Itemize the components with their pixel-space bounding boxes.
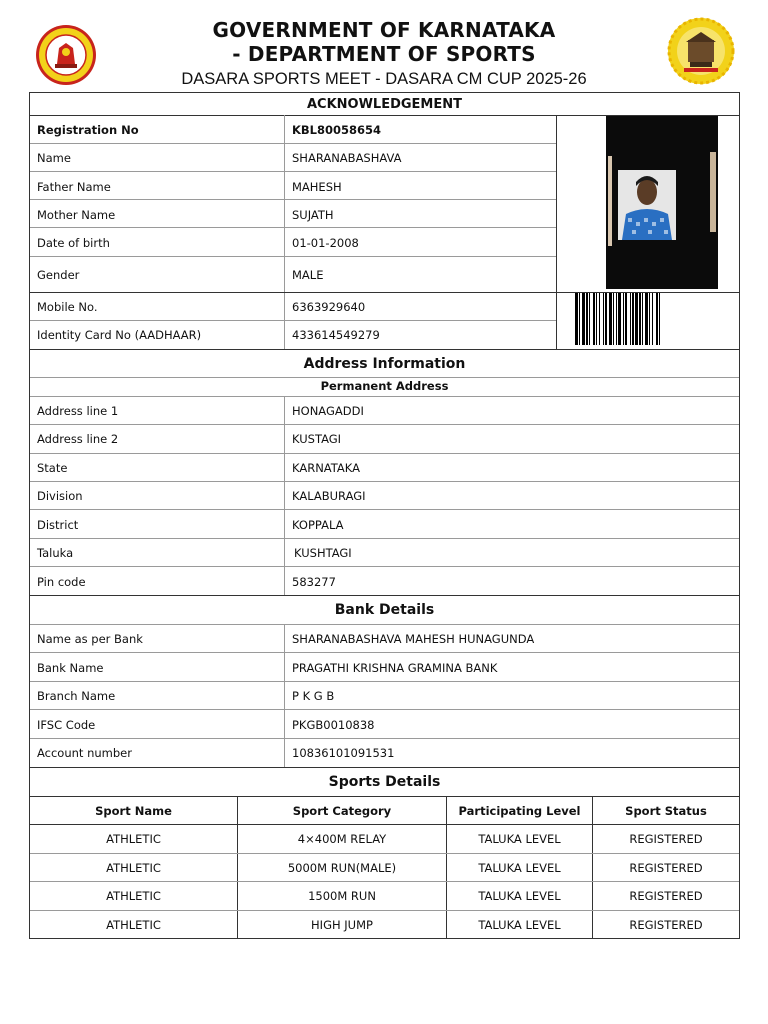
mobile-no-value: 6363929640 bbox=[292, 300, 366, 314]
pin-code-label: Pin code bbox=[37, 575, 86, 589]
address-line-1-value: HONAGADDI bbox=[292, 404, 364, 418]
page-header bbox=[0, 0, 768, 92]
applicant-photo bbox=[606, 116, 718, 289]
sports-row-3-level: TALUKA LEVEL bbox=[478, 889, 561, 903]
barcode-bar bbox=[660, 293, 662, 345]
sports-row-3-name: ATHLETIC bbox=[106, 889, 161, 903]
aadhaar-label: Identity Card No (AADHAAR) bbox=[37, 328, 202, 342]
date-of-birth-label: Date of birth bbox=[37, 236, 110, 250]
district-label: District bbox=[37, 518, 79, 532]
address-section-title: Address Information bbox=[303, 356, 466, 372]
sports-col-sport-status: Sport Status bbox=[625, 804, 707, 818]
sports-row-2-status: REGISTERED bbox=[629, 861, 703, 875]
acknowledgement-form bbox=[29, 92, 740, 939]
taluka-value: KUSHTAGI bbox=[294, 546, 352, 560]
sports-row-4-name: ATHLETIC bbox=[106, 918, 161, 932]
sports-row-4-level: TALUKA LEVEL bbox=[478, 918, 561, 932]
ifsc-code-label: IFSC Code bbox=[37, 718, 96, 732]
applicant-photo-image bbox=[606, 116, 718, 289]
bank-section-title: Bank Details bbox=[334, 602, 435, 618]
bank-account-name-label: Name as per Bank bbox=[37, 632, 143, 646]
permanent-address-subtitle: Permanent Address bbox=[320, 379, 449, 393]
bank-name-label: Bank Name bbox=[37, 661, 104, 675]
bank-account-name-value: SHARANABASHAVA MAHESH HUNAGUNDA bbox=[292, 632, 535, 646]
gender-label: Gender bbox=[37, 268, 80, 282]
address-line-2-value: KUSTAGI bbox=[292, 432, 342, 446]
registration-no-value: KBL80058654 bbox=[292, 123, 382, 137]
aadhaar-value: 433614549279 bbox=[292, 328, 380, 342]
branch-name-value: P K G B bbox=[292, 689, 335, 703]
division-label: Division bbox=[37, 489, 83, 503]
sports-row-2-level: TALUKA LEVEL bbox=[478, 861, 561, 875]
acknowledgement-title: ACKNOWLEDGEMENT bbox=[306, 97, 463, 112]
sports-row-3-category: 1500M RUN bbox=[308, 889, 376, 903]
registration-barcode bbox=[575, 293, 723, 345]
date-of-birth-value: 01-01-2008 bbox=[292, 236, 359, 250]
address-line-1-label: Address line 1 bbox=[37, 404, 119, 418]
sports-row-1-level: TALUKA LEVEL bbox=[478, 832, 561, 846]
mother-name-value: SUJATH bbox=[292, 208, 334, 222]
bank-name-value: PRAGATHI KRISHNA GRAMINA BANK bbox=[292, 661, 498, 675]
mother-name-label: Mother Name bbox=[37, 208, 116, 222]
sports-col-participating-level: Participating Level bbox=[458, 804, 581, 818]
sports-row-3-status: REGISTERED bbox=[629, 889, 703, 903]
state-label: State bbox=[37, 461, 68, 475]
sports-row-1-name: ATHLETIC bbox=[106, 832, 161, 846]
page-subtitle: DASARA SPORTS MEET - DASARA CM CUP 2025-26 bbox=[181, 70, 587, 88]
sports-row-1-status: REGISTERED bbox=[629, 832, 703, 846]
ifsc-code-value: PKGB0010838 bbox=[292, 718, 375, 732]
account-number-value: 10836101091531 bbox=[292, 746, 395, 760]
father-name-label: Father Name bbox=[37, 180, 111, 194]
pin-code-value: 583277 bbox=[292, 575, 336, 589]
sports-col-sport-category: Sport Category bbox=[292, 804, 392, 818]
address-line-2-label: Address line 2 bbox=[37, 432, 119, 446]
page-title-line-2: - DEPARTMENT OF SPORTS bbox=[232, 42, 536, 66]
district-value: KOPPALA bbox=[292, 518, 344, 532]
name-label: Name bbox=[37, 151, 71, 165]
sports-row-4-category: HIGH JUMP bbox=[311, 918, 373, 932]
sports-section-title: Sports Details bbox=[328, 774, 441, 790]
registration-no-label: Registration No bbox=[37, 123, 139, 137]
sports-row-1-category: 4×400M RELAY bbox=[297, 832, 387, 846]
taluka-label: Taluka bbox=[37, 546, 74, 560]
father-name-value: MAHESH bbox=[292, 180, 342, 194]
state-value: KARNATAKA bbox=[292, 461, 360, 475]
page-title-line-1: GOVERNMENT OF KARNATAKA bbox=[212, 18, 556, 42]
sports-col-sport-name: Sport Name bbox=[95, 804, 172, 818]
gender-value: MALE bbox=[292, 268, 324, 282]
account-number-label: Account number bbox=[37, 746, 132, 760]
name-value: SHARANABASHAVA bbox=[292, 151, 402, 165]
division-value: KALABURAGI bbox=[292, 489, 366, 503]
sports-row-2-category: 5000M RUN(MALE) bbox=[287, 861, 397, 875]
branch-name-label: Branch Name bbox=[37, 689, 116, 703]
mobile-no-label: Mobile No. bbox=[37, 300, 98, 314]
sports-row-2-name: ATHLETIC bbox=[106, 861, 161, 875]
sports-row-4-status: REGISTERED bbox=[629, 918, 703, 932]
